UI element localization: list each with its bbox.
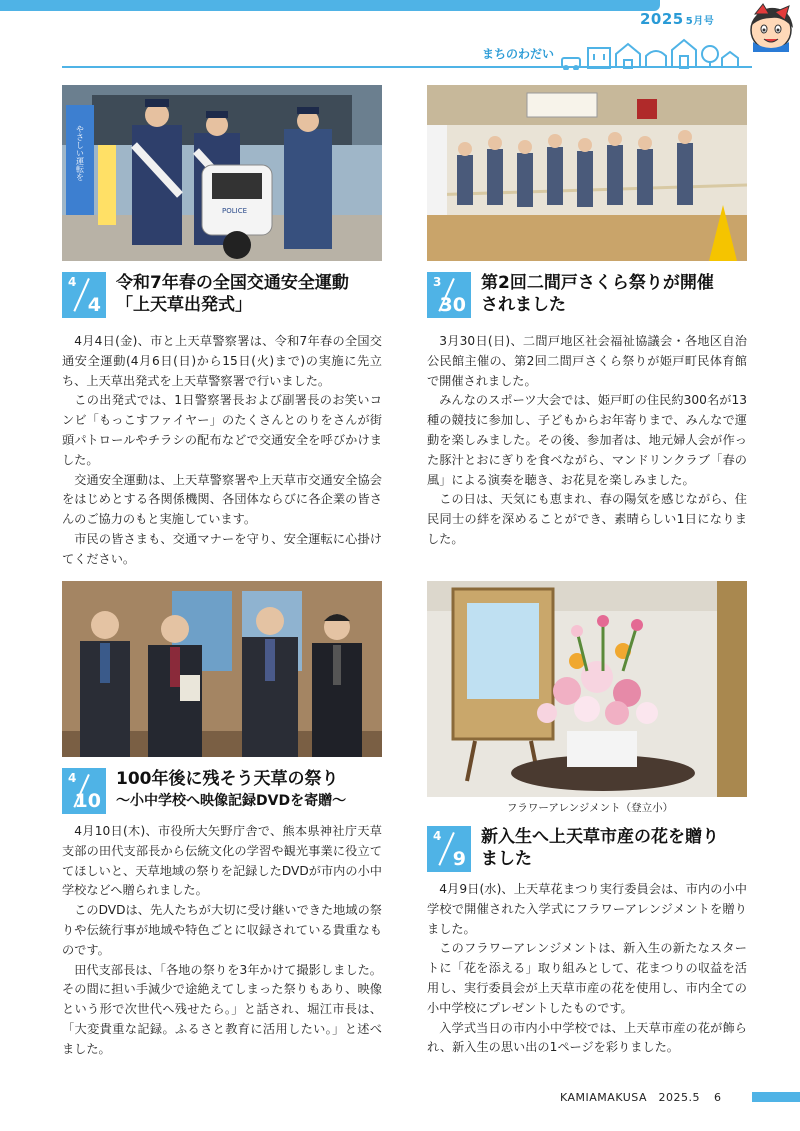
- date-badge-month: 4: [68, 771, 77, 785]
- article-3-subtitle: ～小中学校へ映像記録DVDを寄贈～: [116, 793, 347, 809]
- photo-banner-text: やさしい運転を: [75, 125, 85, 181]
- mascot-icon: [745, 2, 797, 54]
- article-3-paragraph: 田代支部長は、「各地の祭りを3年かけて撮影しました。その間に担い手減少で途絶えてしまった祭りもあり、映像という形で次世代へ残せたら。」と話され、堀江市長は、「大変貴重な記録。ふるさと教育に活用したい。」と述べました。: [62, 962, 382, 1056]
- date-badge-article-2: [427, 272, 471, 318]
- article-1-title: [116, 272, 386, 316]
- photo-dvd-donation: [62, 581, 382, 757]
- article-3-body: [62, 822, 382, 1060]
- article-3-paragraph: 4月10日(木)、市役所大矢野庁舎で、熊本県神社庁天草支部の田代支部長から伝統文化の学習や観光事業に役立ててほしいと、天草地域の祭りを記録したDVDが市内の小中学校などへ贈られました。: [62, 824, 382, 898]
- page-number: 6: [714, 1091, 722, 1104]
- article-1-body: [62, 332, 382, 570]
- article-2-paragraph: 3月30日(日)、二間戸地区社会福祉協議会・各地区自治公民館主催の、第2回二間戸さくら祭りが姫戸町民体育館で開催されました。: [427, 334, 747, 388]
- section-label: まちのわだい: [482, 47, 555, 61]
- article-2-title-line1: 第2回二間戸さくら祭りが開催: [481, 273, 714, 293]
- article-3-title-line1: 100年後に残そう天草の祭り: [116, 769, 339, 789]
- article-2-paragraph: みんなのスポーツ大会では、姫戸町の住民約300名が13種の競技に参加し、子どもからお年寄りまで、みんなで運動を楽しみました。その後、参加者は、地元婦人会が作った豚汁とおにぎりを食べながら、マンドリンクラブ「春の風」による演奏を聴き、お花見を楽しみました。: [427, 393, 747, 487]
- article-1-title-line2: 「上天草出発式」: [116, 295, 252, 315]
- photo-flower-arrangement: [427, 581, 747, 797]
- date-badge-day: 9: [452, 848, 466, 870]
- article-1-paragraph: この出発式では、1日警察署長および副署長のお笑いコンビ「もっこすファイヤー」のたくさんとのりをさんが街頭パトロールやチラシの配布などで交通安全を呼びかけました。: [62, 393, 382, 467]
- date-badge-day: 30: [439, 294, 466, 316]
- article-2-paragraph: この日は、天気にも恵まれ、春の陽気を感じながら、住民同士の絆を深めることができ、素晴らしい1日になりました。: [427, 492, 747, 546]
- article-1-title-line1: 令和7年春の全国交通安全運動: [116, 273, 349, 293]
- article-4-title-line1: 新入生へ上天草市産の花を贈り: [481, 827, 719, 847]
- article-1-paragraph: 市民の皆さまも、交通マナーを守り、安全運転に心掛けてください。: [62, 531, 382, 566]
- footer-publication: [560, 1089, 722, 1105]
- photo-sakura-festival: [427, 85, 747, 261]
- article-4-paragraph: このフラワーアレンジメントは、新入生の新たなスタートに「花を添える」取り組みとして、花まつりの収益を活用し、実行委員会が上天草市産の花を使用し、市内全ての小中学校にプレゼントしたものです。: [427, 941, 747, 1015]
- photo-traffic-safety-ceremony: [62, 85, 382, 261]
- town-skyline-icon: [560, 36, 740, 70]
- article-2-body: [427, 332, 747, 550]
- article-1-paragraph: 4月4日(金)、市と上天草警察署は、令和7年春の全国交通安全運動(4月6日(日)から15日(火)まで)の実施に先立ち、上天草出発式を上天草警察署で行いました。: [62, 334, 382, 388]
- article-2-title: [481, 272, 761, 316]
- date-badge-article-1: [62, 272, 106, 318]
- article-4-title: [481, 826, 771, 870]
- article-4-body: [427, 880, 747, 1058]
- date-badge-month: 3: [433, 275, 442, 289]
- article-3-paragraph: このDVDは、先人たちが大切に受け継いできた地域の祭りや伝統行事が地域や特色ごとに収録されている貴重なものです。: [62, 903, 382, 957]
- header-rule: [62, 66, 752, 68]
- date-badge-month: 4: [68, 275, 77, 289]
- date-badge-month: 4: [433, 829, 442, 843]
- issue-date: [640, 10, 714, 28]
- article-4-paragraph: 4月9日(水)、上天草花まつり実行委員会は、市内の小中学校で開催された入学式にフラワーアレンジメントを贈りました。: [427, 882, 747, 936]
- issue-month: 5月号: [685, 16, 715, 27]
- footer-publication-label: KAMIAMAKUSA 2025.5: [560, 1091, 700, 1104]
- footer-accent-bar: [752, 1092, 800, 1102]
- issue-year: 2025: [640, 10, 684, 28]
- article-3-title: [116, 768, 396, 812]
- article-4-title-line2: ました: [481, 849, 532, 869]
- photo-bike-text: POLICE: [222, 207, 248, 215]
- article-1-paragraph: 交通安全運動は、上天草警察署や上天草市交通安全協会をはじめとする各関係機関、各団体ならびに各企業の皆さんのご協力のもと実施しています。: [62, 472, 382, 527]
- article-4-paragraph: 入学式当日の市内小中学校では、上天草市産の花が飾られ、新入生の思い出の1ページを彩りました。: [427, 1020, 747, 1055]
- date-badge-day: 4: [87, 294, 101, 316]
- flower-photo-caption: フラワーアレンジメント（登立小）: [506, 802, 674, 814]
- date-badge-day: 10: [74, 790, 101, 812]
- article-2-title-line2: されました: [481, 295, 566, 315]
- date-badge-article-4: [427, 826, 471, 872]
- header-accent-bar: [0, 0, 660, 11]
- date-badge-article-3: [62, 768, 106, 814]
